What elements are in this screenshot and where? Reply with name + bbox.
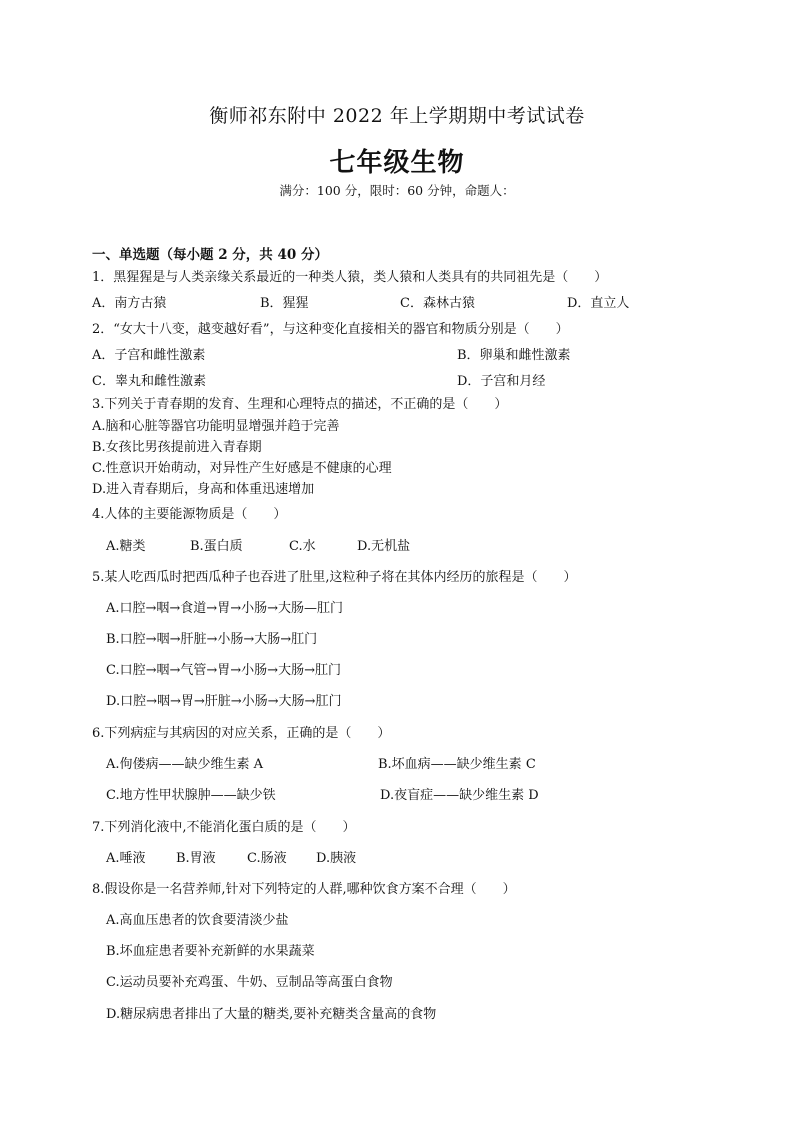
question-stem: 5.某人吃西瓜时把西瓜种子也吞进了肚里,这粒种子将在其体内经历的旅程是（ ）: [92, 570, 577, 585]
question-stem: 7.下列消化液中,不能消化蛋白质的是（ ）: [92, 820, 356, 835]
option-b: B.口腔→咽→肝脏→小肠→大肠→肛门: [106, 632, 318, 647]
option-b: B．猩猩: [260, 296, 309, 311]
option-d: D.无机盐: [357, 539, 411, 554]
option-a: A.口腔→咽→食道→胃→小肠→大肠—肛门: [106, 601, 343, 616]
question-stem: 8.假设你是一名营养师,针对下列特定的人群,哪种饮食方案不合理（ ）: [92, 882, 516, 897]
option-c: C．森林古猿: [400, 296, 475, 311]
option-b: B.胃液: [176, 851, 216, 866]
question-stem: 2．“女大十八变，越变越好看”，与这种变化直接相关的器官和物质分别是（ ）: [92, 322, 569, 337]
option-d: D.胰液: [316, 851, 357, 866]
option-b: B.坏血症患者要补充新鲜的水果蔬菜: [106, 944, 315, 959]
option-b: B.坏血病——缺少维生素 C: [378, 757, 536, 772]
option-b: B.女孩比男孩提前进入青春期: [92, 440, 262, 455]
option-a: A.脑和心脏等器官功能明显增强并趋于完善: [92, 419, 340, 434]
option-c: C.口腔→咽→气管→胃→小肠→大肠→肛门: [106, 663, 341, 678]
question-stem: 4.人体的主要能源物质是（ ）: [92, 507, 287, 522]
option-a: A.高血压患者的饮食要清淡少盐: [106, 913, 289, 928]
option-c: C．睾丸和雌性激素: [92, 374, 206, 389]
option-d: D.口腔→咽→胃→肝脏→小肠→大肠→肛门: [106, 694, 342, 709]
exam-info: 满分：100 分，限时：60 分钟，命题人：: [279, 183, 515, 198]
option-d: D．直立人: [567, 296, 630, 311]
option-c: C.肠液: [247, 851, 287, 866]
question-stem: 1．黑猩猩是与人类亲缘关系最近的一种类人猿，类人猿和人类具有的共同祖先是（ ）: [92, 270, 608, 285]
option-b: B．卵巢和雌性激素: [457, 348, 571, 363]
option-d: D.进入青春期后，身高和体重迅速增加: [92, 482, 315, 497]
option-a: A.唾液: [106, 851, 146, 866]
option-d: D.夜盲症——缺少维生素 D: [380, 788, 539, 803]
section-heading: 一、单选题（每小题 2 分，共 40 分）: [92, 247, 328, 263]
option-a: A.糖类: [106, 539, 146, 554]
option-a: A.佝偻病——缺少维生素 A: [106, 757, 264, 772]
option-d: D．子宫和月经: [457, 374, 546, 389]
exam-title: 衡师祁东附中 2022 年上学期期中考试试卷: [209, 105, 585, 127]
subject-title: 七年级生物: [329, 148, 465, 178]
option-c: C.水: [289, 539, 316, 554]
option-c: C.地方性甲状腺肿——缺少铁: [106, 788, 276, 803]
option-c: C.运动员要补充鸡蛋、牛奶、豆制品等高蛋白食物: [106, 975, 393, 990]
option-a: A．南方古猿: [92, 296, 167, 311]
option-b: B.蛋白质: [190, 539, 243, 554]
option-c: C.性意识开始萌动，对异性产生好感是不健康的心理: [92, 461, 392, 476]
question-stem: 6.下列病症与其病因的对应关系，正确的是（ ）: [92, 726, 391, 741]
question-stem: 3.下列关于青春期的发育、生理和心理特点的描述，不正确的是（ ）: [92, 397, 508, 412]
option-d: D.糖尿病患者排出了大量的糖类,要补充糖类含量高的食物: [106, 1007, 437, 1022]
option-a: A．子宫和雌性激素: [92, 348, 206, 363]
